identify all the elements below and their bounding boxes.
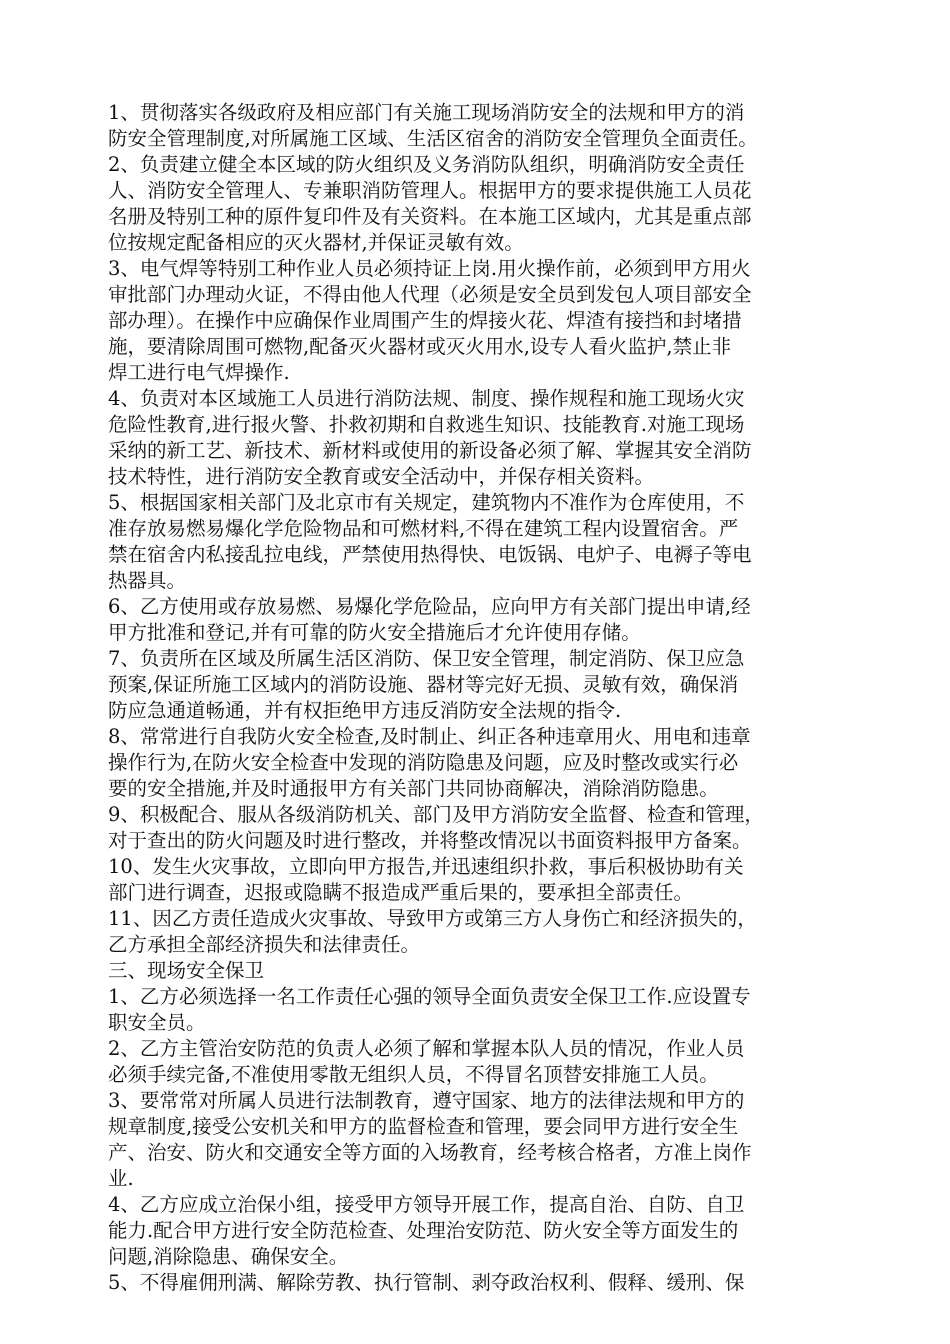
- paragraph-security-4: 4、乙方应成立治保小组，接受甲方领导开展工作，提高自治、自防、自卫 能力.配合甲方进行安全防范检查、处理治安防范、防火安全等方面发生的 问题,消除隐患、确保安全。: [108, 1193, 745, 1268]
- paragraph-fire-6: 6、乙方使用或存放易燃、易爆化学危险品，应向甲方有关部门提出申请,经 甲方批准和登记,并有可靠的防火安全措施后才允许使用存储。: [108, 595, 751, 644]
- paragraph-fire-9: 9、积极配合、服从各级消防机关、部门及甲方消防安全监督、检查和管理， 对于查出的防火问题及时进行整改，并将整改情况以书面资料报甲方备案。: [108, 803, 764, 852]
- paragraph-fire-8: 8、常常进行自我防火安全检查,及时制止、纠正各种违章用火、用电和违章 操作行为,在防火安全检查中发现的消防隐患及问题，应及时整改或实行必 要的安全措施,并及时通报甲方有关部门共同协商解决，消除消防隐患。: [108, 725, 751, 800]
- paragraph-security-1: 1、乙方必须选择一名工作责任心强的领导全面负责安全保卫工作.应设置专 职安全员。: [108, 985, 751, 1034]
- paragraph-fire-1: 1、贯彻落实各级政府及相应部门有关施工现场消防安全的法规和甲方的消 防安全管理制度,对所属施工区域、生活区宿舍的消防安全管理负全面责任。: [108, 101, 758, 150]
- paragraph-fire-7: 7、负责所在区域及所属生活区消防、保卫安全管理，制定消防、保卫应急 预案,保证所施工区域内的消防设施、器材等完好无损、灵敏有效，确保消 防应急通道畅通，并有权拒绝甲方违反消防安全法规的指令.: [108, 647, 745, 722]
- document-body: [108, 100, 866, 1296]
- paragraph-security-5: 5、不得雇佣刑满、解除劳教、执行管制、剥夺政治权利、假释、缓刑、保: [108, 1271, 745, 1294]
- paragraph-fire-5: 5、根据国家相关部门及北京市有关规定，建筑物内不准作为仓库使用，不 准存放易燃易爆化学危险物品和可燃材料,不得在建筑工程内设置宿舍。严 禁在宿舍内私接乱拉电线，严禁使用热得快、电饭锅、电炉子、电褥子等电 热器具。: [108, 491, 752, 592]
- section-heading-security: 三、现场安全保卫: [108, 959, 265, 982]
- paragraph-security-3: 3、要常常对所属人员进行法制教育，遵守国家、地方的法律法规和甲方的 规章制度,接受公安机关和甲方的监督检查和管理，要会同甲方进行安全生 产、治安、防火和交通安全等方面的入场教育，经考核合格者，方准上岗作 业.: [108, 1089, 752, 1190]
- paragraph-security-2: 2、乙方主管治安防范的负责人必须了解和掌握本队人员的情况，作业人员 必须手续完备,不准使用零散无组织人员，不得冒名顶替安排施工人员。: [108, 1037, 745, 1086]
- paragraph-fire-10: 10、发生火灾事故，立即向甲方报告,并迅速组织扑救，事后积极协助有关 部门进行调查，迟报或隐瞒不报造成严重后果的，要承担全部责任。: [108, 855, 744, 904]
- paragraph-fire-3: 3、电气焊等特别工种作业人员必须持证上岗.用火操作前，必须到甲方用火 审批部门办理动火证，不得由他人代理（必须是安全员到发包人项目部安全 部办理）。在操作中应确保作业周围产生的焊接火花、焊渣有接挡和封堵措 施，要清除周围可燃物,配备灭火器材或灭火用水,设专人看火监护,禁止非 焊工进行电气焊操作.: [108, 257, 752, 384]
- paragraph-fire-2: 2、负责建立健全本区域的防火组织及义务消防队组织，明确消防安全责任 人、消防安全管理人、专兼职消防管理人。根据甲方的要求提供施工人员花 名册及特别工种的原件复印件及有关资料。在本施工区域内，尤其是重点部 位按规定配备相应的灭火器材,并保证灵敏有效。: [108, 153, 752, 254]
- paragraph-fire-4: 4、负责对本区域施工人员进行消防法规、制度、操作规程和施工现场火灾 危险性教育,进行报火警、扑救初期和自救逃生知识、技能教育.对施工现场 采纳的新工艺、新技术、新材料或使用的新设备必须了解、掌握其安全消防 技术特性，进行消防安全教育或安全活动中，并保存相关资料。: [108, 387, 752, 488]
- paragraph-fire-11: 11、因乙方责任造成火灾事故、导致甲方或第三方人身伤亡和经济损失的， 乙方承担全部经济损失和法律责任。: [108, 907, 757, 956]
